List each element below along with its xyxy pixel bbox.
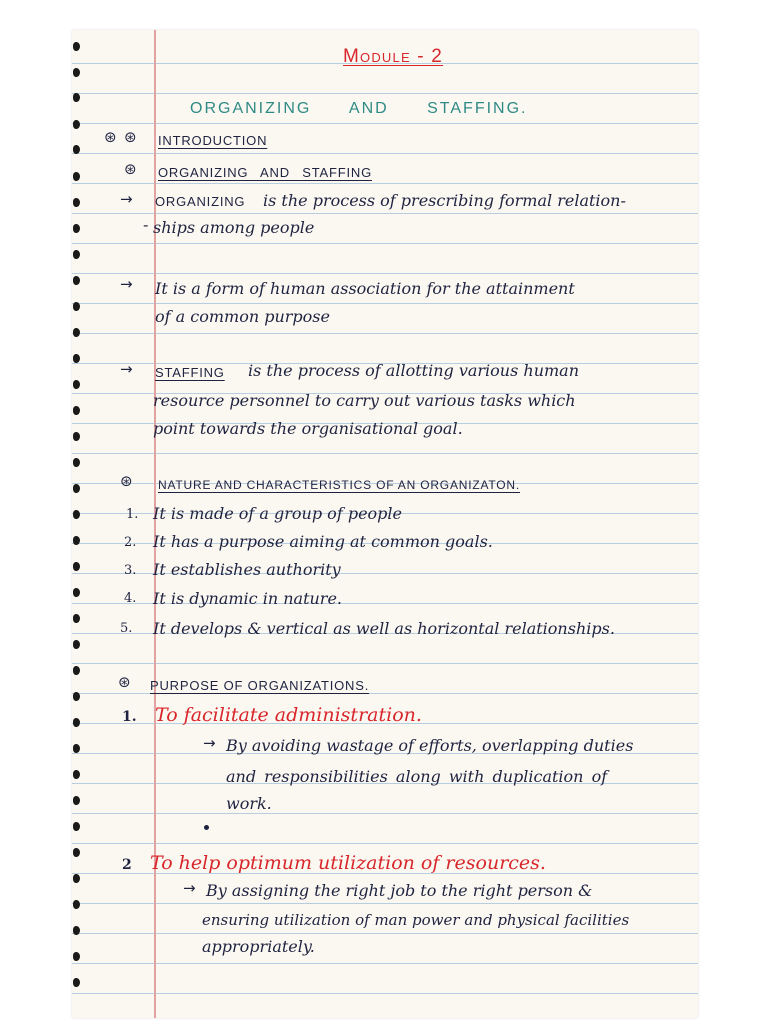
- punch-hole: [73, 822, 80, 831]
- purpose-number-2: 2: [122, 857, 132, 873]
- punch-hole: [73, 250, 80, 259]
- organizing-definition-line1: is the process of prescribing formal relation-: [263, 191, 626, 210]
- ink-dot: [204, 825, 209, 830]
- punch-hole: [73, 614, 80, 623]
- staffing-definition-line3: point towards the organisational goal.: [153, 419, 463, 438]
- purpose-1-line3: work.: [226, 794, 272, 813]
- purpose-title-1: To facilitate administration.: [155, 704, 422, 726]
- staffing-definition-line1: is the process of allotting various human: [248, 361, 580, 380]
- purpose-heading: PURPOSE OF ORGANIZATIONS.: [150, 678, 370, 693]
- punch-hole: [73, 562, 80, 571]
- organizing-definition-line2: ships among people: [153, 218, 315, 237]
- organizing-staffing-subheading: ORGANIZING AND STAFFING: [158, 165, 373, 180]
- arrow-icon: →: [183, 879, 196, 897]
- star-bullet-icon: ⊛: [104, 128, 117, 146]
- list-item: It establishes authority: [153, 560, 341, 579]
- purpose-2-line3: appropriately.: [202, 937, 315, 956]
- purpose-2-line2: ensuring utilization of man power and physical facilities: [202, 911, 630, 929]
- punch-hole: [73, 68, 80, 77]
- list-item-number: 3.: [124, 563, 137, 578]
- punch-hole: [73, 354, 80, 363]
- staffing-definition-line2: resource personnel to carry out various tasks which: [153, 391, 576, 410]
- punch-hole: [73, 380, 80, 389]
- punch-hole: [73, 796, 80, 805]
- punch-hole: [73, 510, 80, 519]
- purpose-2-line1: By assigning the right job to the right person &: [206, 881, 593, 900]
- punch-hole: [73, 93, 80, 102]
- punch-hole: [73, 224, 80, 233]
- star-bullet-icon: ⊛: [124, 160, 137, 178]
- purpose-1-line1: By avoiding wastage of efforts, overlapping duties: [226, 736, 634, 755]
- star-bullet-icon: ⊛: [118, 673, 131, 691]
- punch-hole: [73, 276, 80, 285]
- punch-hole: [73, 536, 80, 545]
- punch-hole: [73, 874, 80, 883]
- punch-hole: [73, 458, 80, 467]
- punch-hole: [73, 978, 80, 987]
- punch-hole: [73, 926, 80, 935]
- purpose-title-2: To help optimum utilization of resources.: [150, 852, 546, 874]
- staffing-label: STAFFING: [155, 365, 225, 380]
- list-item-number: 5.: [120, 621, 133, 636]
- spiral-holes: [72, 30, 84, 1018]
- punch-hole: [73, 198, 80, 207]
- punch-hole: [73, 120, 80, 129]
- list-item: It has a purpose aiming at common goals.: [153, 532, 493, 551]
- punch-hole: [73, 588, 80, 597]
- punch-hole: [73, 145, 80, 154]
- punch-hole: [73, 42, 80, 51]
- punch-hole: [73, 952, 80, 961]
- punch-hole: [73, 640, 80, 649]
- punch-hole: [73, 302, 80, 311]
- introduction-heading: INTRODUCTION: [158, 133, 268, 148]
- organizing-label: ORGANIZING: [155, 194, 246, 209]
- arrow-icon: →: [203, 734, 216, 752]
- arrow-icon: →: [120, 275, 133, 293]
- punch-hole: [73, 848, 80, 857]
- chapter-title: ORGANIZING AND STAFFING.: [190, 100, 528, 117]
- purpose-1-line2: and responsibilities along with duplication of: [226, 767, 608, 786]
- star-bullet-icon: ⊛: [124, 128, 137, 146]
- punch-hole: [73, 406, 80, 415]
- list-item: It is made of a group of people: [153, 504, 402, 523]
- punch-hole: [73, 900, 80, 909]
- punch-hole: [73, 692, 80, 701]
- punch-hole: [73, 718, 80, 727]
- punch-hole: [73, 666, 80, 675]
- nature-heading: NATURE AND CHARACTERISTICS OF AN ORGANIZATON.: [158, 478, 521, 492]
- punch-hole: [73, 770, 80, 779]
- purpose-number-1: 1.: [122, 709, 137, 725]
- punch-hole: [73, 432, 80, 441]
- list-item-number: 4.: [124, 591, 137, 606]
- list-item-number: 2.: [124, 535, 137, 550]
- punch-hole: [73, 172, 80, 181]
- arrow-icon: →: [120, 190, 133, 208]
- list-item: It is dynamic in nature.: [153, 589, 342, 608]
- punch-hole: [73, 484, 80, 493]
- form-line2: of a common purpose: [155, 307, 330, 326]
- form-line1: It is a form of human association for the attainment: [155, 279, 575, 298]
- list-item-number: 1.: [126, 507, 139, 522]
- punch-hole: [73, 744, 80, 753]
- arrow-icon: →: [120, 360, 133, 378]
- dash-mark: -: [143, 216, 149, 234]
- punch-hole: [73, 328, 80, 337]
- star-bullet-icon: ⊛: [120, 472, 133, 490]
- list-item: It develops & vertical as well as horizontal relationships.: [153, 619, 615, 638]
- module-title: Module - 2: [343, 46, 444, 67]
